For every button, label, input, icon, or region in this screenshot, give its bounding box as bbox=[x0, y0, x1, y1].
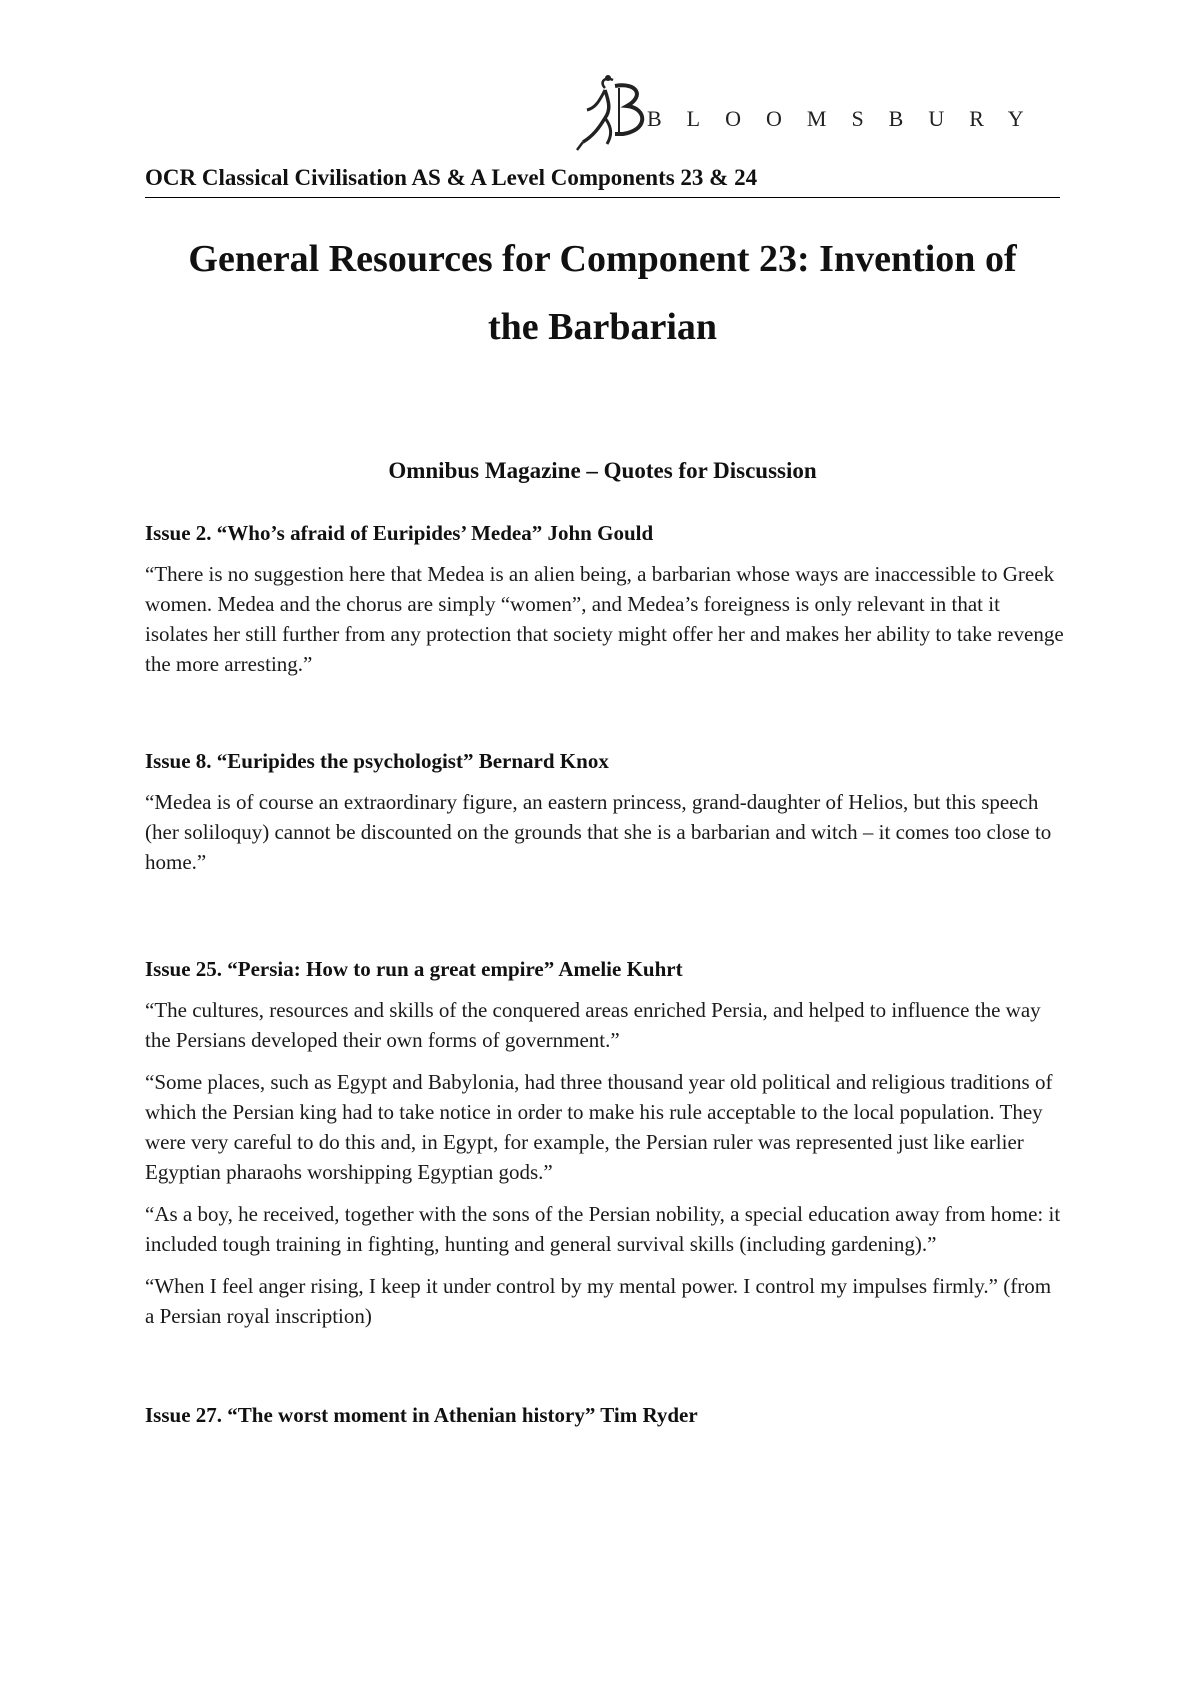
quote: “As a boy, he received, together with the sons of the Persian nobility, a special education away from home: it included tough training in fighting, hunting and general survival skills (including gardening).” bbox=[145, 1202, 1061, 1256]
quote: “The cultures, resources and skills of the conquered areas enriched Persia, and helped to influence the way the Persians developed their own forms of government.” bbox=[145, 998, 1041, 1052]
quote: “Some places, such as Egypt and Babylonia, had three thousand year old political and religious traditions of which the Persian king had to take notice in order to make his rule acceptable to the local population. They were very careful to do this and, in Egypt, for example, the Persian ruler was represented just like earlier Egyptian pharaohs worshipping Egyptian gods.” bbox=[145, 1070, 1053, 1184]
quote: “Medea is of course an extraordinary figure, an eastern princess, grand-daughter of Helios, but this speech (her soliloquy) cannot be discounted on the grounds that she is a barbarian and witch – it comes too close to home.” bbox=[145, 790, 1052, 874]
bloomsbury-logo bbox=[575, 72, 1065, 164]
issue-heading: Issue 27. “The worst moment in Athenian history” Tim Ryder bbox=[145, 1403, 698, 1427]
page-title-line-1: General Resources for Component 23: Invention of bbox=[188, 238, 1017, 280]
quote: “There is no suggestion here that Medea is an alien being, a barbarian whose ways are inaccessible to Greek women. Medea and the chorus are simply “women”, and Medea’s foreigness is only relevant in that it isolates her still further from any protection that society might offer her and makes her ability to take revenge the more arresting.” bbox=[145, 562, 1064, 676]
issues-list bbox=[145, 519, 1065, 1441]
issue-block bbox=[145, 519, 1065, 679]
issue-block bbox=[145, 747, 1065, 877]
section-heading: Omnibus Magazine – Quotes for Discussion bbox=[388, 458, 817, 483]
issue-block bbox=[145, 1401, 1065, 1429]
issue-heading: Issue 2. “Who’s afraid of Euripides’ Medea” John Gould bbox=[145, 521, 654, 545]
quote: “When I feel anger rising, I keep it under control by my mental power. I control my impulses firmly.” (from a Persian royal inscription) bbox=[145, 1274, 1052, 1328]
spacer bbox=[145, 1343, 1065, 1401]
spacer bbox=[145, 691, 1065, 747]
spacer bbox=[145, 889, 1065, 955]
issue-heading: Issue 8. “Euripides the psychologist” Bernard Knox bbox=[145, 749, 609, 773]
running-head: OCR Classical Civilisation AS & A Level Components 23 & 24 bbox=[145, 165, 1060, 198]
publisher-wordmark: BLOOMSBURY bbox=[647, 106, 1049, 131]
bloomsbury-runner-icon bbox=[575, 72, 655, 164]
issue-heading: Issue 25. “Persia: How to run a great empire” Amelie Kuhrt bbox=[145, 957, 683, 981]
page-title bbox=[145, 225, 1060, 361]
page-title-line-2: the Barbarian bbox=[487, 306, 718, 348]
issue-block bbox=[145, 955, 1065, 1331]
